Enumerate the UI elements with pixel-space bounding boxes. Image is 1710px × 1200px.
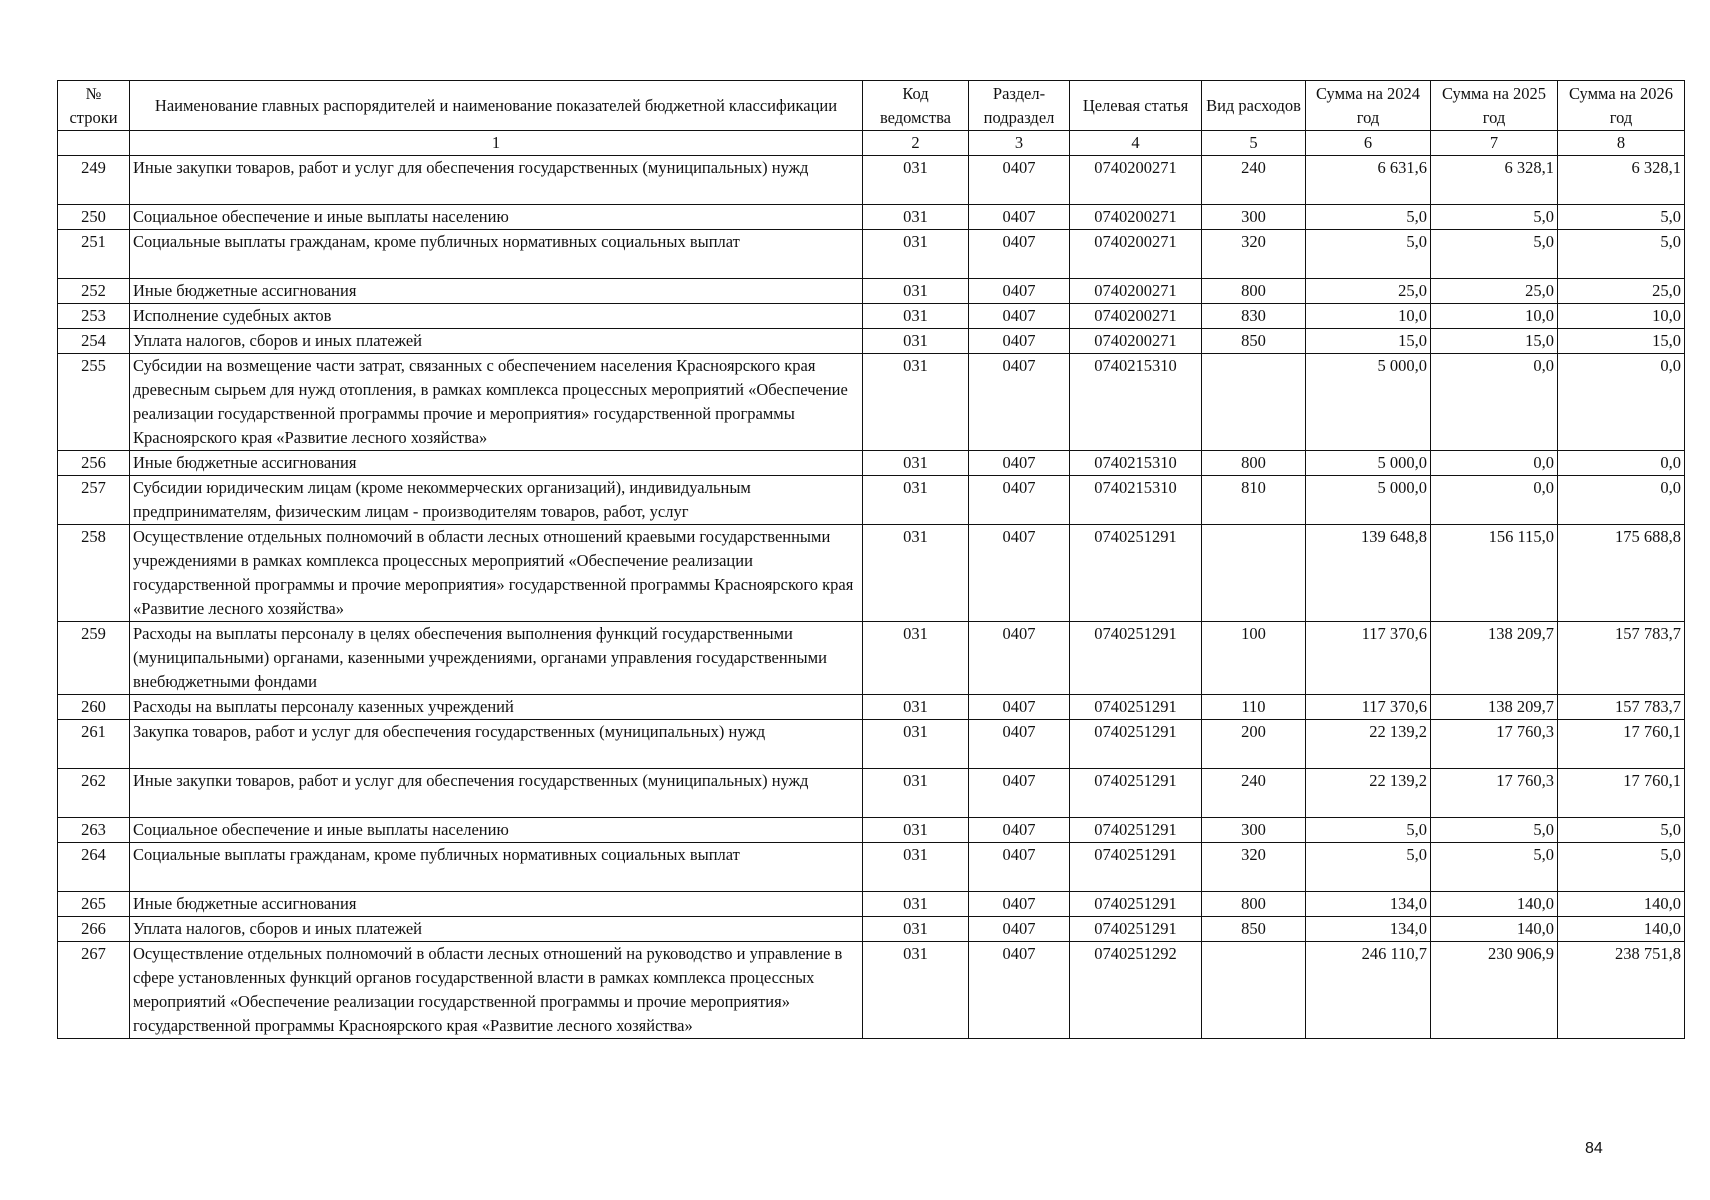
row-section: 0407	[969, 329, 1070, 354]
row-target-article: 0740251291	[1070, 892, 1202, 917]
row-sum-2024: 10,0	[1306, 304, 1431, 329]
row-target-article: 0740251291	[1070, 525, 1202, 622]
table-row	[58, 843, 1685, 892]
row-expense-type: 830	[1202, 304, 1306, 329]
row-expense-type: 320	[1202, 230, 1306, 279]
row-sum-2024: 5,0	[1306, 205, 1431, 230]
row-sum-2024: 117 370,6	[1306, 622, 1431, 695]
row-name: Осуществление отдельных полномочий в области лесных отношений на руководство и управление в сфере установленных функций органов государственной власти в рамках комплекса процессных мероприятий «Обеспечение реализации государственной программы и прочие мероприятия» государственной программы Красноярского края «Развитие лесного хозяйства»	[130, 942, 863, 1039]
row-department-code: 031	[863, 843, 969, 892]
column-number: 8	[1558, 131, 1685, 156]
row-name: Расходы на выплаты персоналу казенных учреждений	[130, 695, 863, 720]
row-sum-2026: 238 751,8	[1558, 942, 1685, 1039]
row-section: 0407	[969, 156, 1070, 205]
row-sum-2025: 5,0	[1431, 205, 1558, 230]
row-section: 0407	[969, 476, 1070, 525]
row-name: Уплата налогов, сборов и иных платежей	[130, 329, 863, 354]
row-expense-type	[1202, 942, 1306, 1039]
row-section: 0407	[969, 892, 1070, 917]
column-number: 3	[969, 131, 1070, 156]
row-name: Субсидии на возмещение части затрат, связанных с обеспечением населения Красноярского края древесным сырьем для нужд отопления, в рамках комплекса процессных мероприятий «Обеспечение реализации государственной программы прочие и мероприятия» государственной программы Красноярского края «Развитие лесного хозяйства»	[130, 354, 863, 451]
page-number: 84	[1585, 1140, 1603, 1157]
table-row	[58, 304, 1685, 329]
row-department-code: 031	[863, 769, 969, 818]
row-sum-2025: 17 760,3	[1431, 769, 1558, 818]
row-sum-2025: 5,0	[1431, 230, 1558, 279]
row-section: 0407	[969, 769, 1070, 818]
row-number: 267	[58, 942, 130, 1039]
row-name: Субсидии юридическим лицам (кроме некоммерческих организаций), индивидуальным предпринимателям, физическим лицам - производителям товаров, работ, услуг	[130, 476, 863, 525]
row-sum-2024: 5 000,0	[1306, 354, 1431, 451]
row-sum-2024: 22 139,2	[1306, 720, 1431, 769]
table-row	[58, 230, 1685, 279]
row-target-article: 0740200271	[1070, 156, 1202, 205]
row-sum-2026: 17 760,1	[1558, 720, 1685, 769]
row-name: Социальное обеспечение и иные выплаты населению	[130, 818, 863, 843]
table-row	[58, 205, 1685, 230]
row-number: 252	[58, 279, 130, 304]
row-number: 260	[58, 695, 130, 720]
row-sum-2025: 25,0	[1431, 279, 1558, 304]
row-sum-2026: 157 783,7	[1558, 695, 1685, 720]
row-expense-type: 300	[1202, 205, 1306, 230]
row-target-article: 0740251292	[1070, 942, 1202, 1039]
row-sum-2026: 0,0	[1558, 476, 1685, 525]
row-expense-type: 800	[1202, 451, 1306, 476]
row-target-article: 0740251291	[1070, 917, 1202, 942]
row-department-code: 031	[863, 329, 969, 354]
row-sum-2024: 5,0	[1306, 230, 1431, 279]
header-name: Наименование главных распорядителей и наименование показателей бюджетной классификации	[130, 81, 863, 131]
row-section: 0407	[969, 843, 1070, 892]
row-sum-2024: 246 110,7	[1306, 942, 1431, 1039]
row-section: 0407	[969, 354, 1070, 451]
table-row	[58, 769, 1685, 818]
table-row	[58, 354, 1685, 451]
column-number	[58, 131, 130, 156]
row-sum-2024: 15,0	[1306, 329, 1431, 354]
row-sum-2024: 5,0	[1306, 843, 1431, 892]
row-sum-2025: 156 115,0	[1431, 525, 1558, 622]
row-sum-2025: 5,0	[1431, 843, 1558, 892]
row-department-code: 031	[863, 354, 969, 451]
row-expense-type: 200	[1202, 720, 1306, 769]
table-row	[58, 525, 1685, 622]
row-name: Иные закупки товаров, работ и услуг для обеспечения государственных (муниципальных) нужд	[130, 769, 863, 818]
table-row	[58, 917, 1685, 942]
row-sum-2025: 0,0	[1431, 476, 1558, 525]
row-name: Иные бюджетные ассигнования	[130, 279, 863, 304]
row-sum-2025: 140,0	[1431, 917, 1558, 942]
row-number: 256	[58, 451, 130, 476]
row-target-article: 0740215310	[1070, 476, 1202, 525]
table-row	[58, 818, 1685, 843]
row-sum-2024: 6 631,6	[1306, 156, 1431, 205]
column-number: 2	[863, 131, 969, 156]
row-name: Иные закупки товаров, работ и услуг для обеспечения государственных (муниципальных) нужд	[130, 156, 863, 205]
row-name: Расходы на выплаты персоналу в целях обеспечения выполнения функций государственными (муниципальными) органами, казенными учреждениями, органами управления государственными внебюджетными фондами	[130, 622, 863, 695]
row-sum-2025: 138 209,7	[1431, 695, 1558, 720]
row-sum-2025: 138 209,7	[1431, 622, 1558, 695]
table-row	[58, 329, 1685, 354]
row-name: Социальные выплаты гражданам, кроме публичных нормативных социальных выплат	[130, 230, 863, 279]
table-row	[58, 476, 1685, 525]
row-section: 0407	[969, 451, 1070, 476]
row-sum-2026: 157 783,7	[1558, 622, 1685, 695]
column-number: 6	[1306, 131, 1431, 156]
column-number: 1	[130, 131, 863, 156]
row-number: 263	[58, 818, 130, 843]
row-section: 0407	[969, 279, 1070, 304]
row-department-code: 031	[863, 525, 969, 622]
row-expense-type: 110	[1202, 695, 1306, 720]
row-sum-2026: 0,0	[1558, 354, 1685, 451]
row-name: Исполнение судебных актов	[130, 304, 863, 329]
row-name: Уплата налогов, сборов и иных платежей	[130, 917, 863, 942]
row-expense-type: 800	[1202, 892, 1306, 917]
row-expense-type	[1202, 354, 1306, 451]
row-sum-2026: 175 688,8	[1558, 525, 1685, 622]
row-section: 0407	[969, 304, 1070, 329]
row-department-code: 031	[863, 451, 969, 476]
row-number: 255	[58, 354, 130, 451]
column-number: 7	[1431, 131, 1558, 156]
row-department-code: 031	[863, 156, 969, 205]
row-department-code: 031	[863, 695, 969, 720]
table-row	[58, 695, 1685, 720]
row-expense-type: 100	[1202, 622, 1306, 695]
row-sum-2025: 15,0	[1431, 329, 1558, 354]
row-section: 0407	[969, 720, 1070, 769]
row-number: 261	[58, 720, 130, 769]
row-section: 0407	[969, 695, 1070, 720]
row-department-code: 031	[863, 230, 969, 279]
row-number: 251	[58, 230, 130, 279]
row-sum-2024: 25,0	[1306, 279, 1431, 304]
row-target-article: 0740200271	[1070, 279, 1202, 304]
header-expense-type: Вид расходов	[1202, 81, 1306, 131]
row-department-code: 031	[863, 304, 969, 329]
row-sum-2024: 139 648,8	[1306, 525, 1431, 622]
header-sum-2024: Сумма на 2024 год	[1306, 81, 1431, 131]
table-row	[58, 720, 1685, 769]
row-sum-2025: 6 328,1	[1431, 156, 1558, 205]
row-target-article: 0740251291	[1070, 769, 1202, 818]
row-department-code: 031	[863, 279, 969, 304]
row-sum-2025: 5,0	[1431, 818, 1558, 843]
row-number: 264	[58, 843, 130, 892]
row-sum-2026: 15,0	[1558, 329, 1685, 354]
row-section: 0407	[969, 917, 1070, 942]
row-department-code: 031	[863, 892, 969, 917]
table-row	[58, 942, 1685, 1039]
row-department-code: 031	[863, 622, 969, 695]
row-number: 266	[58, 917, 130, 942]
row-name: Социальные выплаты гражданам, кроме публичных нормативных социальных выплат	[130, 843, 863, 892]
row-target-article: 0740215310	[1070, 354, 1202, 451]
row-sum-2025: 140,0	[1431, 892, 1558, 917]
row-sum-2026: 17 760,1	[1558, 769, 1685, 818]
row-section: 0407	[969, 622, 1070, 695]
row-number: 249	[58, 156, 130, 205]
row-sum-2024: 134,0	[1306, 892, 1431, 917]
row-sum-2024: 22 139,2	[1306, 769, 1431, 818]
row-department-code: 031	[863, 720, 969, 769]
row-section: 0407	[969, 942, 1070, 1039]
row-section: 0407	[969, 230, 1070, 279]
budget-table	[57, 80, 1685, 1039]
row-department-code: 031	[863, 942, 969, 1039]
header-section: Раздел-подраздел	[969, 81, 1070, 131]
row-expense-type: 320	[1202, 843, 1306, 892]
row-target-article: 0740200271	[1070, 230, 1202, 279]
row-name: Иные бюджетные ассигнования	[130, 451, 863, 476]
table-row	[58, 279, 1685, 304]
row-department-code: 031	[863, 205, 969, 230]
row-target-article: 0740251291	[1070, 818, 1202, 843]
row-sum-2025: 17 760,3	[1431, 720, 1558, 769]
table-row	[58, 892, 1685, 917]
row-sum-2024: 117 370,6	[1306, 695, 1431, 720]
row-sum-2026: 5,0	[1558, 230, 1685, 279]
row-target-article: 0740251291	[1070, 622, 1202, 695]
row-sum-2026: 5,0	[1558, 205, 1685, 230]
row-section: 0407	[969, 818, 1070, 843]
row-department-code: 031	[863, 476, 969, 525]
row-expense-type: 810	[1202, 476, 1306, 525]
row-sum-2026: 6 328,1	[1558, 156, 1685, 205]
row-sum-2026: 5,0	[1558, 843, 1685, 892]
row-sum-2024: 5 000,0	[1306, 451, 1431, 476]
table-row	[58, 156, 1685, 205]
header-sum-2025: Сумма на 2025 год	[1431, 81, 1558, 131]
row-sum-2026: 140,0	[1558, 892, 1685, 917]
row-section: 0407	[969, 525, 1070, 622]
row-target-article: 0740251291	[1070, 720, 1202, 769]
row-sum-2024: 5 000,0	[1306, 476, 1431, 525]
row-sum-2025: 10,0	[1431, 304, 1558, 329]
table-row	[58, 451, 1685, 476]
row-sum-2026: 140,0	[1558, 917, 1685, 942]
header-row-number: № строки	[58, 81, 130, 131]
row-sum-2024: 5,0	[1306, 818, 1431, 843]
row-name: Социальное обеспечение и иные выплаты населению	[130, 205, 863, 230]
row-expense-type: 240	[1202, 156, 1306, 205]
row-sum-2026: 10,0	[1558, 304, 1685, 329]
row-sum-2024: 134,0	[1306, 917, 1431, 942]
row-sum-2025: 0,0	[1431, 451, 1558, 476]
row-sum-2026: 25,0	[1558, 279, 1685, 304]
row-target-article: 0740251291	[1070, 843, 1202, 892]
row-target-article: 0740251291	[1070, 695, 1202, 720]
row-target-article: 0740200271	[1070, 329, 1202, 354]
row-number: 265	[58, 892, 130, 917]
row-sum-2025: 0,0	[1431, 354, 1558, 451]
row-department-code: 031	[863, 818, 969, 843]
column-number: 5	[1202, 131, 1306, 156]
row-number: 262	[58, 769, 130, 818]
row-expense-type: 800	[1202, 279, 1306, 304]
table-row	[58, 622, 1685, 695]
row-department-code: 031	[863, 917, 969, 942]
row-expense-type	[1202, 525, 1306, 622]
row-number: 253	[58, 304, 130, 329]
header-sum-2026: Сумма на 2026 год	[1558, 81, 1685, 131]
row-expense-type: 850	[1202, 917, 1306, 942]
row-number: 258	[58, 525, 130, 622]
row-expense-type: 300	[1202, 818, 1306, 843]
row-number: 254	[58, 329, 130, 354]
row-target-article: 0740200271	[1070, 205, 1202, 230]
header-department-code: Код ведомства	[863, 81, 969, 131]
row-number: 257	[58, 476, 130, 525]
row-target-article: 0740200271	[1070, 304, 1202, 329]
row-name: Иные бюджетные ассигнования	[130, 892, 863, 917]
column-number: 4	[1070, 131, 1202, 156]
row-number: 259	[58, 622, 130, 695]
row-target-article: 0740215310	[1070, 451, 1202, 476]
row-section: 0407	[969, 205, 1070, 230]
header-target-article: Целевая статья	[1070, 81, 1202, 131]
row-number: 250	[58, 205, 130, 230]
row-name: Осуществление отдельных полномочий в области лесных отношений краевыми государственными учреждениями в рамках комплекса процессных мероприятий «Обеспечение реализации государственной программы и прочие мероприятия» государственной программы Красноярского края «Развитие лесного хозяйства»	[130, 525, 863, 622]
row-name: Закупка товаров, работ и услуг для обеспечения государственных (муниципальных) нужд	[130, 720, 863, 769]
row-sum-2026: 5,0	[1558, 818, 1685, 843]
row-expense-type: 850	[1202, 329, 1306, 354]
row-expense-type: 240	[1202, 769, 1306, 818]
row-sum-2025: 230 906,9	[1431, 942, 1558, 1039]
row-sum-2026: 0,0	[1558, 451, 1685, 476]
